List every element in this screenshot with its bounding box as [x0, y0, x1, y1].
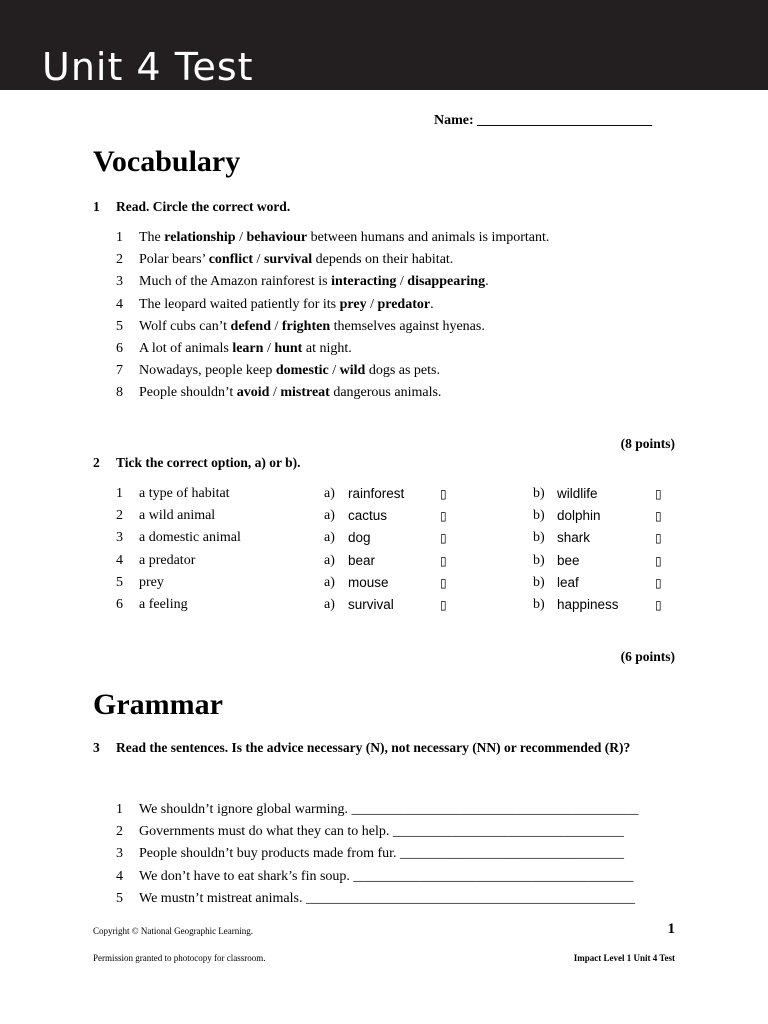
option-a-checkbox[interactable]: ▯: [440, 553, 447, 568]
list-item: [116, 294, 676, 316]
option-b-checkbox[interactable]: ▯: [655, 531, 662, 546]
question-instruction: Read. Circle the correct word.: [116, 199, 291, 214]
option-b-label: b): [533, 486, 545, 501]
item-number: 4: [116, 552, 123, 568]
question-1-list: [116, 227, 676, 405]
list-item: [116, 227, 676, 249]
option-a-label: a): [324, 596, 335, 612]
item-text: Much of the Amazon rainforest is: [139, 274, 332, 290]
item-number: 5: [116, 890, 123, 906]
item-number: 5: [116, 574, 123, 590]
item-number: 3: [116, 530, 123, 546]
option-b-label: b): [533, 596, 545, 612]
question-1-points: (8 points): [620, 436, 675, 451]
option-b-text: leaf: [557, 574, 579, 590]
option-a-label: a): [324, 530, 335, 546]
option-row: [116, 594, 676, 616]
list-item: [116, 866, 676, 888]
item-description: prey: [139, 574, 164, 590]
copyright-notice: Copyright © National Geographic Learning.: [93, 926, 254, 936]
item-description: a wild animal: [139, 508, 216, 524]
word-option-a[interactable]: conflict: [208, 252, 254, 268]
permission-notice: Permission granted to photocopy for classroom.: [93, 953, 266, 963]
option-b-checkbox[interactable]: ▯: [655, 575, 662, 590]
option-b-label: b): [533, 574, 545, 590]
question-3-list: [116, 799, 676, 910]
list-item: [116, 360, 676, 382]
page-number: 1: [667, 921, 675, 937]
item-text: dangerous animals.: [329, 385, 442, 401]
item-text: .: [485, 274, 489, 290]
item-description: a predator: [139, 552, 196, 568]
option-separator: /: [263, 340, 275, 356]
list-item: [116, 821, 676, 843]
option-b-label: b): [533, 508, 545, 524]
item-number: 2: [116, 508, 123, 524]
answer-blank[interactable]: _________________________________: [392, 824, 624, 840]
option-a-text: survival: [348, 596, 394, 612]
option-a-label: a): [324, 486, 335, 501]
item-description: a type of habitat: [139, 486, 230, 501]
name-blank: _________________________: [477, 113, 653, 128]
option-a-checkbox[interactable]: ▯: [440, 597, 447, 612]
question-number: 1: [93, 199, 100, 214]
option-separator: /: [328, 363, 340, 379]
item-text: We mustn’t mistreat animals.: [139, 890, 306, 906]
option-a-text: cactus: [348, 508, 388, 524]
book-title: Impact Level 1 Unit 4 Test: [573, 953, 675, 963]
item-number: 2: [116, 824, 123, 840]
option-a-label: a): [324, 574, 335, 590]
answer-blank[interactable]: ________________________________________: [353, 868, 634, 884]
item-text: between humans and animals is important.: [307, 230, 550, 245]
item-text: Governments must do what they can to help.: [139, 824, 393, 840]
option-separator: /: [366, 296, 378, 312]
option-a-text: rainforest: [348, 486, 405, 501]
item-text: themselves against hyenas.: [330, 318, 485, 334]
question-instruction: Tick the correct option, a) or b).: [116, 455, 301, 470]
item-number: 8: [116, 385, 123, 401]
item-number: 1: [116, 230, 123, 245]
word-option-b[interactable]: survival: [263, 252, 313, 268]
word-option-a[interactable]: interacting: [331, 274, 397, 290]
word-option-b[interactable]: predator: [377, 296, 431, 312]
item-text: We shouldn’t ignore global warming.: [139, 802, 352, 817]
word-option-a[interactable]: prey: [339, 296, 367, 312]
word-option-a[interactable]: defend: [230, 318, 271, 334]
list-item: [116, 249, 676, 271]
option-row: [116, 527, 676, 549]
item-text: Polar bears’: [139, 252, 209, 268]
list-item: [116, 888, 676, 910]
word-option-b[interactable]: disappearing: [407, 274, 486, 290]
option-a-text: bear: [348, 552, 376, 568]
option-b-label: b): [533, 530, 545, 546]
word-option-b[interactable]: wild: [339, 363, 366, 379]
item-number: 4: [116, 296, 123, 312]
page-title: Unit 4 Test: [42, 45, 254, 89]
item-number: 6: [116, 340, 123, 356]
option-a-checkbox[interactable]: ▯: [440, 531, 447, 546]
list-item: [116, 271, 676, 293]
item-text: The: [139, 230, 165, 245]
word-option-b[interactable]: mistreat: [280, 385, 330, 401]
item-number: 3: [116, 846, 123, 862]
name-field: [434, 113, 652, 129]
answer-blank[interactable]: ________________________________: [400, 846, 625, 862]
option-separator: /: [396, 274, 408, 290]
option-separator: /: [253, 252, 264, 268]
list-item: [116, 338, 676, 360]
item-description: a feeling: [139, 596, 188, 612]
option-b-checkbox[interactable]: ▯: [655, 509, 662, 524]
item-text: .: [430, 296, 434, 312]
option-a-label: a): [324, 508, 335, 524]
question-number: 2: [93, 455, 100, 470]
answer-blank[interactable]: _______________________________________________: [305, 890, 635, 906]
option-b-text: dolphin: [557, 508, 601, 524]
item-text: at night.: [302, 340, 352, 356]
option-row: [116, 550, 676, 572]
item-text: People shouldn’t buy products made from fur.: [139, 846, 401, 862]
vocabulary-heading: Vocabulary: [93, 145, 241, 178]
item-number: 3: [116, 274, 123, 290]
item-description: a domestic animal: [139, 530, 241, 546]
option-a-checkbox[interactable]: ▯: [440, 575, 447, 590]
option-separator: /: [269, 385, 281, 401]
question-2-heading: [93, 454, 300, 472]
word-option-a[interactable]: relationship: [164, 230, 236, 245]
question-number: 3: [93, 740, 100, 755]
option-b-text: shark: [557, 530, 591, 546]
word-option-b[interactable]: frighten: [281, 318, 331, 334]
option-a-checkbox[interactable]: ▯: [440, 509, 447, 524]
list-item: [116, 382, 676, 404]
item-text: depends on their habitat.: [312, 252, 454, 268]
word-option-b[interactable]: behaviour: [246, 230, 308, 245]
name-label: Name:: [434, 113, 474, 128]
word-option-a[interactable]: avoid: [236, 385, 270, 401]
list-item: [116, 799, 676, 821]
word-option-a[interactable]: domestic: [275, 363, 329, 379]
option-b-checkbox[interactable]: ▯: [655, 597, 662, 612]
option-row: [116, 483, 676, 505]
question-instruction: Read the sentences. Is the advice necessary (N), not necessary (NN) or recommended (R)?: [116, 740, 631, 755]
option-b-text: wildlife: [557, 486, 598, 501]
list-item: [116, 316, 676, 338]
option-row: [116, 572, 676, 594]
word-option-a[interactable]: learn: [232, 340, 264, 356]
question-2-points: (6 points): [620, 649, 675, 664]
option-b-checkbox[interactable]: ▯: [655, 487, 662, 501]
option-a-label: a): [324, 552, 335, 568]
option-b-checkbox[interactable]: ▯: [655, 553, 662, 568]
option-a-checkbox[interactable]: ▯: [440, 487, 447, 501]
item-number: 1: [116, 802, 123, 817]
item-number: 1: [116, 486, 123, 501]
option-b-label: b): [533, 552, 545, 568]
item-text: We don’t have to eat shark’s fin soup.: [139, 868, 354, 884]
option-row: [116, 505, 676, 527]
item-text: A lot of animals: [139, 340, 233, 356]
question-2-options: [116, 483, 676, 616]
item-text: People shouldn’t: [139, 385, 237, 401]
option-a-text: mouse: [348, 574, 389, 590]
option-separator: /: [271, 318, 282, 334]
option-separator: /: [235, 230, 247, 245]
option-b-text: happiness: [557, 596, 619, 612]
item-number: 7: [116, 363, 123, 379]
item-text: Nowadays, people keep: [139, 363, 276, 379]
item-number: 6: [116, 596, 123, 612]
item-text: Wolf cubs can’t: [139, 318, 231, 334]
list-item: [116, 843, 676, 865]
item-number: 4: [116, 868, 123, 884]
item-text: dogs as pets.: [365, 363, 440, 379]
answer-blank[interactable]: _________________________________________: [351, 802, 639, 817]
question-3-heading: [93, 733, 676, 763]
option-a-text: dog: [348, 530, 371, 546]
item-number: 2: [116, 252, 123, 268]
item-number: 5: [116, 318, 123, 334]
grammar-heading: Grammar: [93, 688, 223, 721]
question-1-heading: [93, 198, 290, 216]
header-banner: [0, 0, 768, 90]
item-text: The leopard waited patiently for its: [139, 296, 340, 312]
word-option-b[interactable]: hunt: [274, 340, 303, 356]
option-b-text: bee: [557, 552, 580, 568]
